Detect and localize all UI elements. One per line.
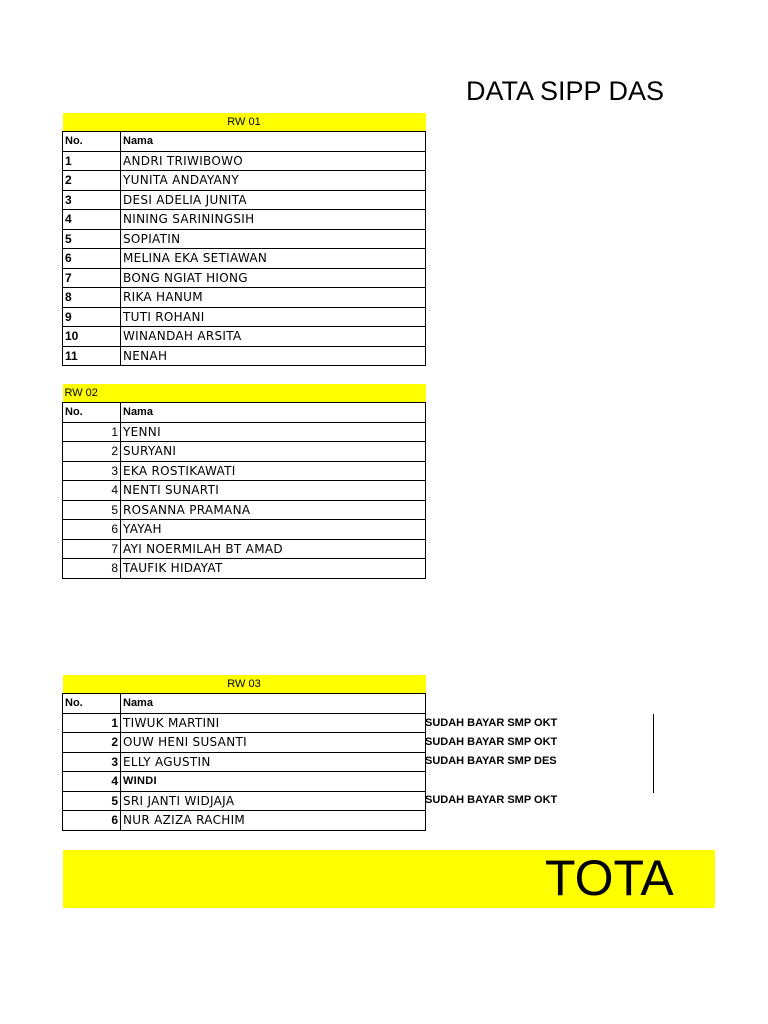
rw03-header (63, 675, 426, 694)
row-no: 10 (63, 327, 121, 347)
table-row (63, 190, 426, 210)
row-nama: TIWUK MARTINI (121, 713, 426, 733)
row-nama: ELLY AGUSTIN (121, 752, 426, 772)
column-header-no: No. (63, 132, 121, 152)
column-header-nama: Nama (121, 403, 426, 423)
column-divider (653, 714, 654, 793)
table-row (63, 229, 426, 249)
row-no: 3 (63, 461, 121, 481)
table-row (63, 791, 426, 811)
row-no: 5 (63, 791, 121, 811)
row-nama: ANDRI TRIWIBOWO (121, 151, 426, 171)
row-nama: TUTI ROHANI (121, 307, 426, 327)
row-no: 9 (63, 307, 121, 327)
row-nama: BONG NGIAT HIONG (121, 268, 426, 288)
table-row (63, 327, 426, 347)
column-header-no: No. (63, 694, 121, 714)
row-nama: YUNITA ANDAYANY (121, 171, 426, 191)
row-nama: TAUFIK HIDAYAT (121, 559, 426, 579)
row-no: 3 (63, 190, 121, 210)
row-nama: NENAH (121, 346, 426, 366)
rw01-label: RW 01 (63, 113, 426, 132)
row-no: 3 (63, 752, 121, 772)
table-row (63, 422, 426, 442)
table-row (63, 346, 426, 366)
row-no: 4 (63, 210, 121, 230)
rw02-header (63, 384, 426, 403)
row-no: 11 (63, 346, 121, 366)
total-label: TOTA (545, 850, 674, 906)
table-row (63, 752, 426, 772)
row-no: 5 (63, 229, 121, 249)
row-no: 8 (63, 288, 121, 308)
row-no: 6 (63, 249, 121, 269)
table-row (63, 559, 426, 579)
table-row (63, 171, 426, 191)
table-row (63, 210, 426, 230)
table-row (63, 772, 426, 792)
table-row (63, 307, 426, 327)
payment-note: SUDAH BAYAR SMP OKT (425, 736, 558, 748)
column-header-nama: Nama (121, 694, 426, 714)
table-row (63, 520, 426, 540)
row-no: 8 (63, 559, 121, 579)
row-nama: MELINA EKA SETIAWAN (121, 249, 426, 269)
row-nama: NINING SARININGSIH (121, 210, 426, 230)
row-nama: WINANDAH ARSITA (121, 327, 426, 347)
row-no: 1 (63, 422, 121, 442)
row-nama: YAYAH (121, 520, 426, 540)
row-nama: SRI JANTI WIDJAJA (121, 791, 426, 811)
row-no: 4 (63, 772, 121, 792)
table-row (63, 151, 426, 171)
payment-note: SUDAH BAYAR SMP DES (425, 755, 557, 767)
table-row (63, 461, 426, 481)
rw03-table (62, 675, 426, 831)
table-row (63, 811, 426, 831)
payment-note: SUDAH BAYAR SMP OKT (425, 717, 558, 729)
row-no: 2 (63, 733, 121, 753)
table-row (63, 249, 426, 269)
table-row (63, 539, 426, 559)
rw01-header (63, 113, 426, 132)
row-no: 4 (63, 481, 121, 501)
rw01-column-header (63, 132, 426, 152)
row-no: 1 (63, 151, 121, 171)
row-no: 1 (63, 713, 121, 733)
row-nama: ROSANNA PRAMANA (121, 500, 426, 520)
row-nama: DESI ADELIA JUNITA (121, 190, 426, 210)
rw02-column-header (63, 403, 426, 423)
row-no: 6 (63, 811, 121, 831)
row-no: 7 (63, 268, 121, 288)
rw01-table (62, 113, 426, 366)
table-row (63, 500, 426, 520)
row-no: 2 (63, 171, 121, 191)
row-nama: NUR AZIZA RACHIM (121, 811, 426, 831)
row-nama: EKA ROSTIKAWATI (121, 461, 426, 481)
row-nama: SOPIATIN (121, 229, 426, 249)
table-row (63, 733, 426, 753)
rw03-label: RW 03 (63, 675, 426, 694)
row-no: 2 (63, 442, 121, 462)
table-row (63, 713, 426, 733)
page-title: DATA SIPP DAS (466, 76, 665, 106)
row-nama: SURYANI (121, 442, 426, 462)
table-row (63, 288, 426, 308)
row-nama: WINDI (121, 772, 426, 792)
row-no: 7 (63, 539, 121, 559)
rw02-table (62, 384, 426, 579)
table-row (63, 442, 426, 462)
row-nama: YENNI (121, 422, 426, 442)
row-nama: NENTI SUNARTI (121, 481, 426, 501)
row-nama: RIKA HANUM (121, 288, 426, 308)
payment-note: SUDAH BAYAR SMP OKT (425, 794, 558, 806)
rw02-label: RW 02 (63, 384, 426, 403)
column-header-nama: Nama (121, 132, 426, 152)
row-no: 5 (63, 500, 121, 520)
rw03-column-header (63, 694, 426, 714)
table-row (63, 268, 426, 288)
row-nama: AYI NOERMILAH BT AMAD (121, 539, 426, 559)
row-nama: OUW HENI SUSANTI (121, 733, 426, 753)
row-no: 6 (63, 520, 121, 540)
table-row (63, 481, 426, 501)
column-header-no: No. (63, 403, 121, 423)
